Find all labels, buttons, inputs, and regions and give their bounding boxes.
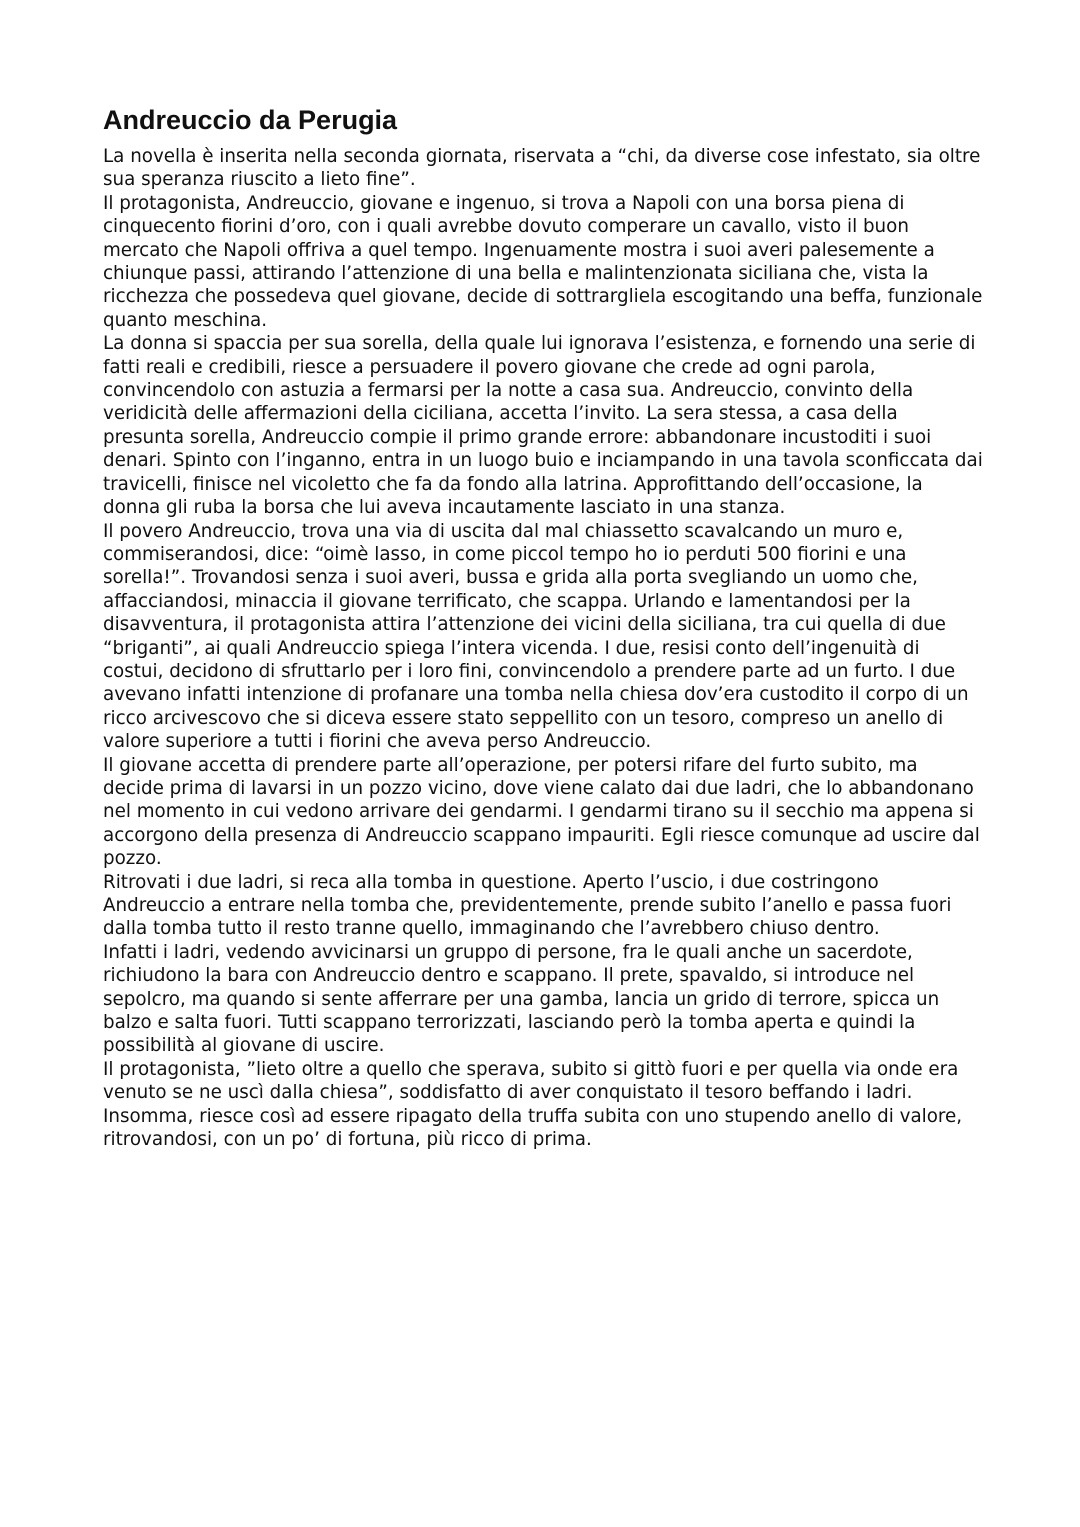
paragraph: Infatti i ladri, vedendo avvicinarsi un gruppo di persone, fra le quali anche un sacerdote, richiudono la bara con Andreuccio dentro e scappano. Il prete, spavaldo, si introduce nel sepolcro, ma quando si sente afferrare per una gamba, lancia un grido di terrore, spicca un balzo e salta fuori. Tutti scappano terrorizzati, lasciando però la tomba aperta e quindi la possibilità al giovane di uscire. (103, 941, 940, 1057)
document-page (103, 103, 983, 1151)
paragraph: La donna si spaccia per sua sorella, della quale lui ignorava l’esistenza, e fornendo una serie di fatti reali e credibili, riesce a persuadere il povero giovane che crede ad ogni parola, convincendolo con astuzia a fermarsi per la notte a casa sua. Andreuccio, convinto della veridicità delle affermazioni della ciciliana, accetta l’invito. La sera stessa, a casa della presunta sorella, Andreuccio compie il primo grande errore: abbandonare incustoditi i suoi denari. Spinto con l’inganno, entra in un luogo buio e inciampando in una tavola sconficcata dai travicelli, finisce nel vicoletto che fa da fondo alla latrina. Approfittando dell’occasione, la donna gli ruba la borsa che lui aveva incautamente lasciato in una stanza. (103, 333, 983, 519)
paragraph: Ritrovati i due ladri, si reca alla tomba in questione. Aperto l’uscio, i due costringono Andreuccio a entrare nella tomba che, previdentemente, prende subito l’anello e passa fuori dalla tomba tutto il resto tranne quello, immaginando che l’avrebbero chiuso dentro. (103, 871, 952, 940)
paragraph: Il protagonista, Andreuccio, giovane e ingenuo, si trova a Napoli con una borsa piena di cinquecento fiorini d’oro, con i quali avrebbe dovuto comperare un cavallo, visto il buon mercato che Napoli offriva a quel tempo. Ingenuamente mostra i suoi averi palesemente a chiunque passi, attirando l’attenzione di una bella e malintenzionata siciliana che, vista la ricchezza che possedeva quel giovane, decide di sottrargliela escogitando una beffa, funzionale quanto meschina. (103, 192, 983, 331)
paragraph: Il povero Andreuccio, trova una via di uscita dal mal chiassetto scavalcando un muro e, commiserandosi, dice: “oimè lasso, in come piccol tempo ho io perduti 500 fiorini e una sorella!”. Trovandosi senza i suoi averi, bussa e grida alla porta svegliando un uomo che, affacciandosi, minaccia il giovane terrificato, che scappa. Urlando e lamentandosi per la disavventura, il protagonista attira l’attenzione dei vicini della siciliana, tra cui quella di due “briganti”, ai quali Andreuccio spiega l’intera vicenda. I due, resisi conto dell’ingenuità di costui, decidono di sfruttarlo per i loro fini, convincendolo a prendere parte ad un furto. I due avevano infatti intenzione di profanare una tomba nella chiesa dov’era custodito il corpo di un ricco arcivescovo che si diceva essere stato seppellito con un tesoro, compreso un anello di valore superiore a tutti i fiorini che aveva perso Andreuccio. (103, 520, 969, 753)
paragraph: La novella è inserita nella seconda giornata, riservata a “chi, da diverse cose infestato, sia oltre sua speranza riuscito a lieto fine”. (103, 146, 981, 191)
paragraph: Il protagonista, ”lieto oltre a quello che sperava, subito si gittò fuori e per quella via onde era venuto se ne uscì dalla chiesa”, soddisfatto di aver conquistato il tesoro beffando i ladri. Insomma, riesce così ad essere ripagato della truffa subita con uno stupendo anello di valore, ritrovandosi, con un po’ di fortuna, più ricco di prima. (103, 1058, 963, 1151)
document-body (103, 145, 983, 1151)
document-title: Andreuccio da Perugia (103, 105, 398, 135)
paragraph: Il giovane accetta di prendere parte all’operazione, per potersi rifare del furto subito, ma decide prima di lavarsi in un pozzo vicino, dove viene calato dai due ladri, che lo abbandonano nel momento in cui vedono arrivare dei gendarmi. I gendarmi tirano su il secchio ma appena si accorgono della presenza di Andreuccio scappano impauriti. Egli riesce comunque ad uscire dal pozzo. (103, 754, 980, 870)
